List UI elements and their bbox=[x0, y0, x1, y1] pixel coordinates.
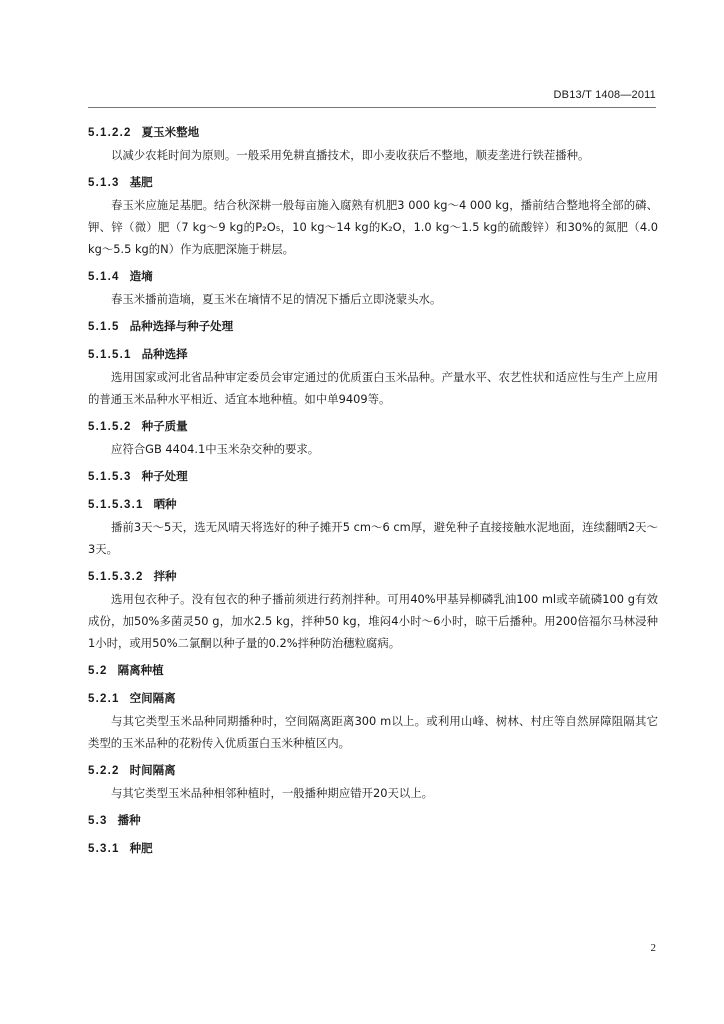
section-heading bbox=[88, 565, 658, 588]
section-number: 5.1.4 bbox=[88, 271, 120, 283]
section-title: 造墒 bbox=[129, 269, 153, 283]
section-title: 种肥 bbox=[129, 841, 153, 855]
section-heading bbox=[88, 415, 658, 438]
header-rule bbox=[88, 107, 656, 108]
section-number: 5.1.5.2 bbox=[88, 421, 132, 433]
document-body bbox=[88, 116, 658, 860]
section-number: 5.2 bbox=[88, 665, 108, 677]
section-heading bbox=[88, 465, 658, 488]
section-heading bbox=[88, 687, 658, 710]
section-number: 5.1.5.1 bbox=[88, 349, 132, 361]
section-title: 晒种 bbox=[153, 497, 177, 511]
paragraph: 春玉米播前造墒，夏玉米在墒情不足的情况下播后立即浇蒙头水。 bbox=[111, 292, 442, 306]
section-number: 5.3.1 bbox=[88, 843, 120, 855]
section-heading bbox=[88, 759, 658, 782]
section-title: 基肥 bbox=[129, 175, 153, 189]
section-number: 5.3 bbox=[88, 815, 108, 827]
section-title: 时间隔离 bbox=[129, 763, 176, 777]
paragraph: 播前3天～5天，选无风晴天将选好的种子摊开5 cm～6 cm厚，避免种子直接接触水泥地面，连续翻晒2天～3天。 bbox=[88, 520, 658, 556]
paragraph: 选用国家或河北省品种审定委员会审定通过的优质蛋白玉米品种。产量水平、农艺性状和适应性与生产上应用的普通玉米品种水平相近、适宜本地种植。如中单9409等。 bbox=[88, 370, 658, 406]
page-number: 2 bbox=[650, 942, 656, 954]
section-heading bbox=[88, 837, 658, 860]
section-title: 种子处理 bbox=[141, 469, 188, 483]
section-title: 夏玉米整地 bbox=[141, 125, 200, 139]
paragraph: 选用包衣种子。没有包衣的种子播前须进行药剂拌种。可用40%甲基异柳磷乳油100 ml或辛硫磷100 g有效成份，加50%多菌灵50 g，加水2.5 kg，拌种50 kg，堆闷4小时～6小时，晾干后播种。用200倍福尔马林浸种1小时，或用50%二氯酮以种子量的0.2%拌种防治穗粒腐病。 bbox=[88, 592, 658, 650]
paragraph: 与其它类型玉米品种相邻种植时，一般播种期应错开20天以上。 bbox=[111, 786, 434, 800]
section-number: 5.1.2.2 bbox=[88, 127, 132, 139]
section-heading bbox=[88, 493, 658, 516]
section-title: 拌种 bbox=[153, 569, 177, 583]
section-number: 5.1.3 bbox=[88, 177, 120, 189]
header-doc-code: DB13/T 1408—2011 bbox=[553, 89, 656, 101]
section-heading bbox=[88, 265, 658, 288]
section-heading bbox=[88, 809, 658, 832]
section-number: 5.1.5.3.1 bbox=[88, 499, 144, 511]
section-title: 种子质量 bbox=[141, 419, 188, 433]
section-title: 空间隔离 bbox=[129, 691, 176, 705]
section-heading bbox=[88, 659, 658, 682]
section-title: 隔离种植 bbox=[117, 663, 164, 677]
paragraph: 应符合GB 4404.1中玉米杂交种的要求。 bbox=[111, 442, 320, 456]
paragraph: 春玉米应施足基肥。结合秋深耕一般每亩施入腐熟有机肥3 000 kg～4 000 kg，播前结合整地将全部的磷、钾、锌（微）肥（7 kg～9 kg的P₂O₅，10 kg～14 kg的K₂O，1.0 kg～1.5 kg的硫酸锌）和30%的氮肥（4.0 kg～5.5 kg的N）作为底肥深施于耕层。 bbox=[88, 198, 658, 256]
paragraph: 与其它类型玉米品种同期播种时，空间隔离距离300 m以上。或利用山峰、树林、村庄等自然屏障阻隔其它类型的玉米品种的花粉传入优质蛋白玉米种植区内。 bbox=[88, 714, 658, 750]
section-heading bbox=[88, 171, 658, 194]
paragraph: 以减少农耗时间为原则。一般采用免耕直播技术，即小麦收获后不整地，顺麦垄进行铁茬播种。 bbox=[111, 148, 590, 162]
section-number: 5.1.5 bbox=[88, 321, 120, 333]
section-number: 5.1.5.3 bbox=[88, 471, 132, 483]
section-number: 5.2.2 bbox=[88, 765, 120, 777]
section-number: 5.2.1 bbox=[88, 693, 120, 705]
section-title: 品种选择与种子处理 bbox=[129, 319, 234, 333]
section-number: 5.1.5.3.2 bbox=[88, 571, 144, 583]
section-title: 品种选择 bbox=[141, 347, 188, 361]
section-heading bbox=[88, 343, 658, 366]
section-title: 播种 bbox=[117, 813, 141, 827]
section-heading bbox=[88, 315, 658, 338]
section-heading bbox=[88, 121, 658, 144]
